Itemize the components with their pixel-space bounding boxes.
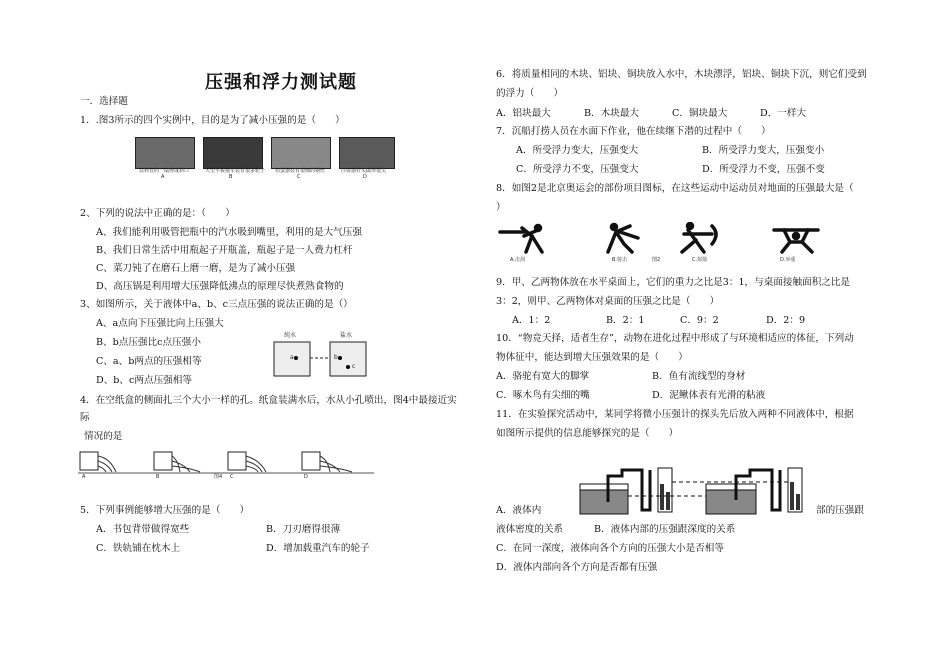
figure-letter: B — [229, 174, 233, 180]
question-7-option-c: C．所受浮力不变，压强变大 — [516, 164, 639, 175]
figure-label: 图4 — [214, 474, 223, 480]
question-5: 5．下列事例能够增大压强的是（ ） — [80, 505, 250, 516]
left-beaker-setup — [580, 468, 672, 514]
question-10-option-a: A．骆驼有宽大的脚掌 — [496, 371, 590, 382]
question-11-option-c: C．在同一深度，液体向各个方向的压强大小是否相等 — [496, 543, 724, 554]
figure-caption: B.射击 — [612, 257, 628, 263]
figure-caption: 大型平板拖车装有很多轮子 — [205, 168, 266, 174]
question-6-option-d: D．一样大 — [760, 108, 807, 119]
question-4-figure — [78, 446, 378, 478]
question-10-option-c: C．啄木鸟有尖细的嘴 — [496, 390, 590, 401]
question-10-line-1: 10．“物竞天择，适者生存”，动物在进化过程中形成了与环境相适应的体征，下列动 — [496, 333, 854, 344]
figure-letter: C — [230, 474, 234, 480]
question-5-option-b: B．刀刃磨得很薄 — [266, 524, 341, 535]
question-4-line-3: 情况的是 — [84, 431, 123, 442]
question-10-line-2: 物体征中，能达到增大压强效果的是（ ） — [496, 352, 688, 363]
question-10-option-b: B．鱼有流线型的身材 — [652, 371, 746, 382]
figure-letter: A — [82, 474, 86, 480]
question-9-option-d: D．2：9 — [766, 315, 806, 326]
question-11-line-1: 11．在实验探究活动中，某同学将微小压强计的探头先后放入两种不同液体中，根据 — [496, 409, 854, 420]
fencing-pictogram — [500, 226, 542, 253]
figure-caption: C.射箭 — [692, 257, 708, 263]
question-9-line-1: 9．甲、乙两物体放在水平桌面上，它们的重力之比是3：1，与桌面接触面积之比是 — [496, 277, 851, 288]
question-7-option-a: A．所受浮力变大，压强变大 — [516, 145, 639, 156]
question-6-line-2: 的浮力（ ） — [496, 88, 564, 99]
question-5-option-c: C．铁轨铺在枕木上 — [96, 543, 181, 554]
question-6-option-c: C．铜块最大 — [672, 108, 728, 119]
question-11-line-2: 如图所示提供的信息能够探究的是（ ） — [496, 428, 679, 439]
question-7: 7．沉船打捞人员在水面下作业，他在续继下潜的过程中（ ） — [496, 126, 771, 137]
figure-letter: D — [363, 174, 367, 180]
question-9-line-2: 3：2，则甲、乙两物体对桌面的压强之比是（ ） — [496, 296, 720, 307]
box-d — [302, 452, 352, 472]
page-title: 压强和浮力测试题 — [205, 72, 357, 93]
point-c — [346, 365, 350, 369]
question-4-line-2: 际 — [80, 412, 90, 423]
trailer-image — [203, 137, 263, 169]
question-2-option-a: A、我们能利用吸管把瓶中的汽水吸到嘴里，利用的是大气压强 — [96, 227, 362, 238]
shooting-pictogram — [608, 225, 638, 253]
pure-water-label: 纯水 — [284, 332, 297, 339]
question-11-option-a-cont: 液体密度的关系 — [496, 524, 564, 535]
figure-letter: B — [156, 474, 160, 480]
figure-caption: A.击剑 — [510, 257, 525, 263]
question-11-option-a-end: 部的压强跟 — [816, 505, 864, 516]
question-3-option-d: D、b、c两点压强相等 — [96, 375, 192, 386]
question-1: 1．.图3所示的四个实例中，目的是为了减小压强的是（ ） — [80, 115, 345, 126]
figure-label: 图2 — [652, 257, 661, 263]
figure-caption: 注射器针头做得很尖 — [341, 168, 387, 174]
question-7-option-d: D．所受浮力不变，压强不变 — [702, 164, 825, 175]
question-3: 3、如图所示，关于液体中a、b、c三点压强的说法正确的是（） — [80, 299, 353, 310]
right-beaker-setup — [706, 468, 802, 514]
question-9-option-a: A．1：2 — [512, 315, 551, 326]
figure-caption: D.举重 — [780, 257, 796, 263]
question-2: 2、下列的说法中正确的是：（ ） — [80, 208, 235, 219]
question-2-option-d: D、高压锅是利用增大压强降低沸点的原理尽快煮熟食物的 — [96, 281, 344, 292]
figure-caption: 切蛋器装有很细的钢丝 — [275, 168, 326, 174]
point-a — [294, 356, 298, 360]
archery-pictogram — [682, 224, 716, 253]
question-3-option-a: A、a点向下压强比向上压强大 — [96, 318, 224, 329]
point-b — [338, 356, 342, 360]
question-3-option-b: B、b点压强比c点压强小 — [96, 337, 201, 348]
question-5-option-a: A．书包背带做得宽些 — [96, 524, 190, 535]
question-7-option-b: B．所受浮力变大，压强变小 — [702, 145, 825, 156]
salt-water-label: 盐水 — [340, 332, 353, 339]
section-heading: 一．选择题 — [80, 96, 128, 107]
question-11-option-b: B．液体内部的压强跟深度的关系 — [594, 524, 736, 535]
box-c — [228, 452, 266, 472]
egg-cutter-image — [271, 137, 331, 169]
box-b — [154, 452, 200, 472]
question-8-line-1: 8．如图2是北京奥运会的部份项目图标，在这些运动中运动员对地面的压强最大是（ — [496, 183, 854, 194]
figure-letter: C — [297, 174, 301, 180]
question-6-option-b: B．木块最大 — [584, 108, 640, 119]
question-2-option-b: B、我们日常生活中用瓶起子开瓶盖，瓶起子是一人费力杠杆 — [96, 245, 353, 256]
figure-caption: 饮料管的一端剪成斜口 — [139, 168, 190, 174]
question-6-option-a: A．铝块最大 — [496, 108, 551, 119]
box-a — [80, 452, 116, 472]
syringe-image — [339, 137, 395, 169]
figure-letter: A — [161, 174, 165, 180]
question-11-option-a-start: A．液体内 — [496, 505, 542, 516]
point-a-label: a — [290, 354, 294, 361]
straw-image — [135, 137, 195, 169]
question-4-line-1: 4．在空纸盒的侧面扎三个大小一样的孔。纸盒装满水后，水从小孔喷出，图4中最接近实 — [80, 395, 457, 406]
question-11-option-d: D．液体内部向各个方向是否都有压强 — [496, 562, 658, 573]
question-10-option-d: D．泥鳅体表有光滑的粘液 — [652, 390, 766, 401]
weightlifting-pictogram — [774, 230, 818, 252]
figure-letter: D — [304, 474, 308, 480]
question-8-line-2: ） — [496, 202, 506, 213]
question-6-line-1: 6．将质量相同的木块、铝块、铜块放入水中，木块漂浮，铝块、铜块下沉，则它们受到 — [496, 69, 867, 80]
point-b-label: b — [334, 354, 338, 361]
question-11-figure — [578, 466, 812, 516]
question-3-option-c: C、a、b两点的压强相等 — [96, 356, 202, 367]
point-c-label: c — [352, 363, 356, 370]
question-9-option-b: B．2：1 — [606, 315, 645, 326]
question-5-option-d: D．增加载重汽车的轮子 — [266, 543, 370, 554]
question-9-option-c: C．9：2 — [680, 315, 719, 326]
question-1-figure — [133, 137, 393, 179]
question-2-option-c: C、菜刀钝了在磨石上磨一磨，是为了减小压强 — [96, 263, 296, 274]
